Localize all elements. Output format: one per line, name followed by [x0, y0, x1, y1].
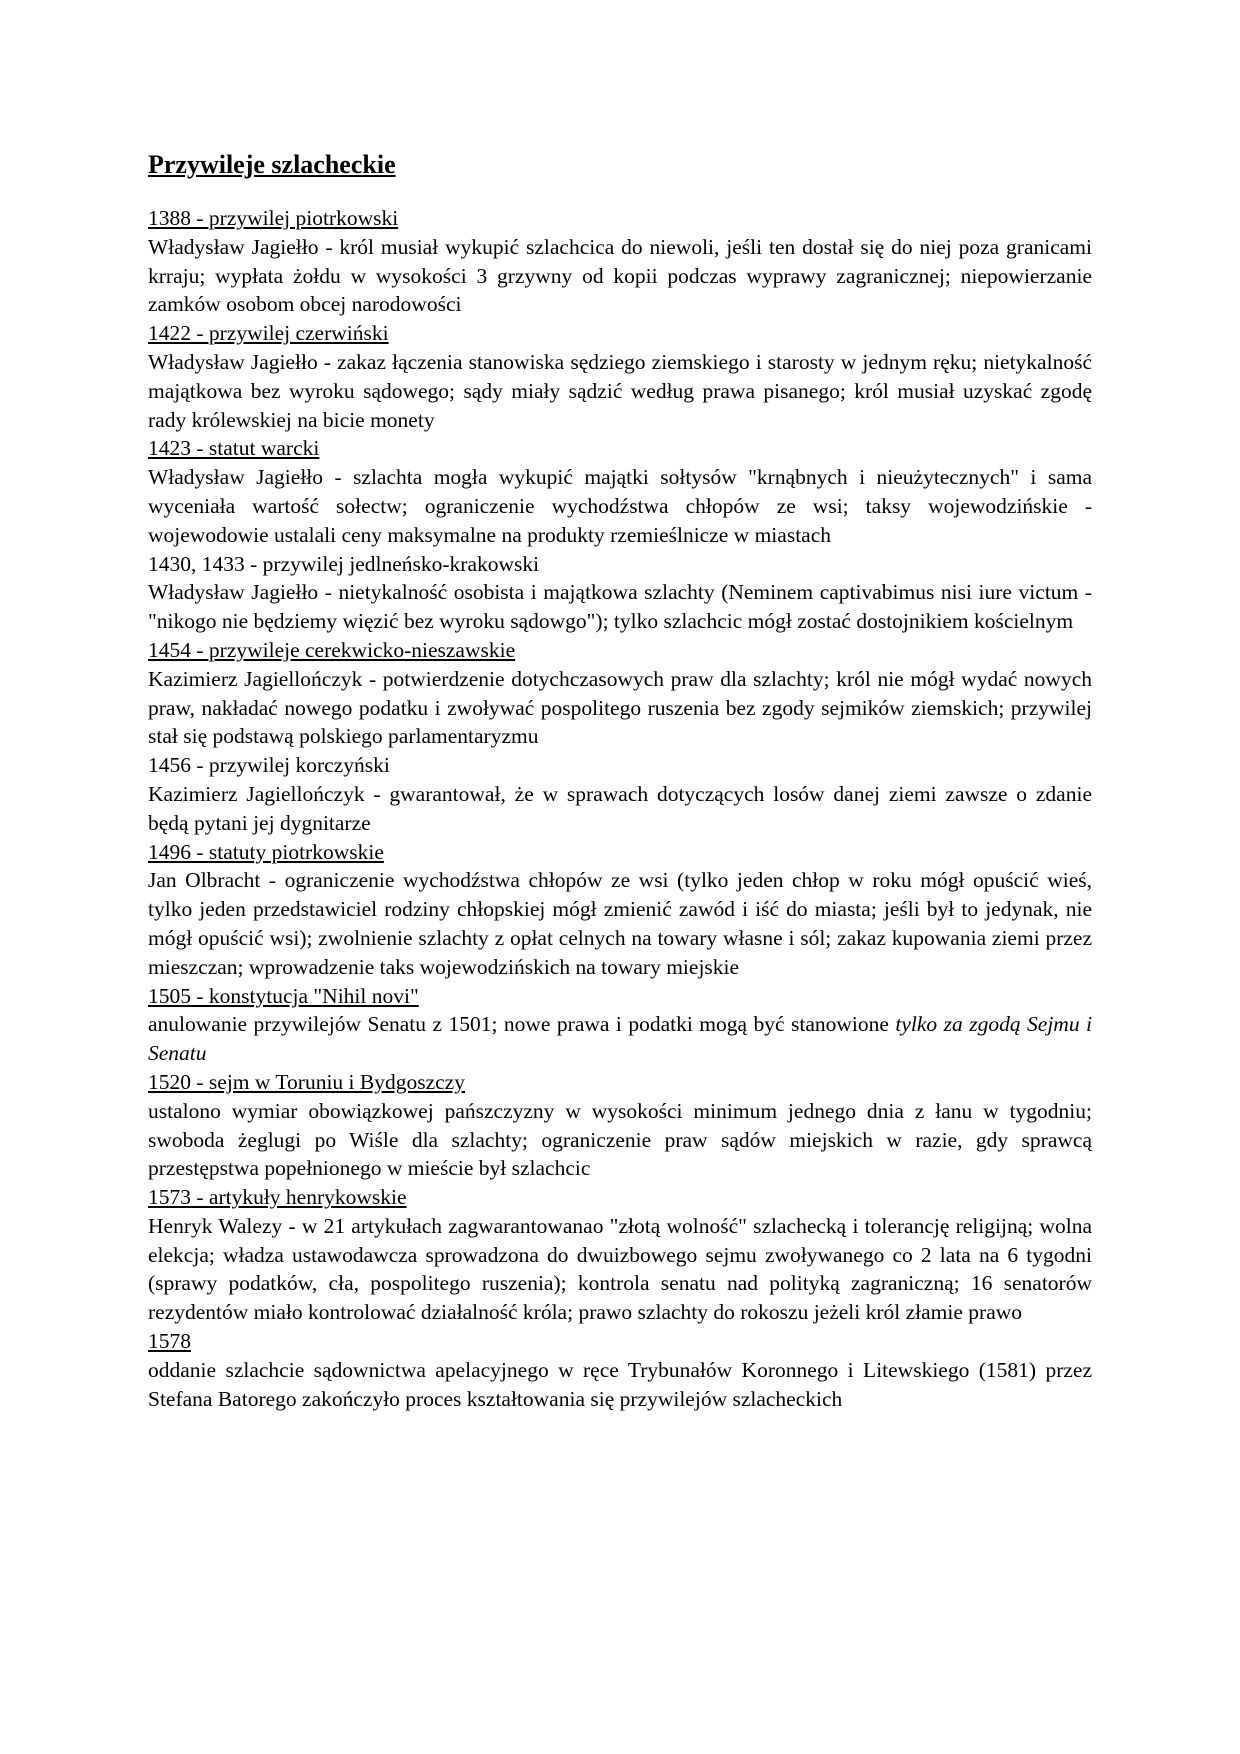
entry-heading: 1505 - konstytucja "Nihil novi" — [148, 983, 419, 1008]
entry-1456 — [148, 751, 1092, 837]
entry-1505 — [148, 982, 1092, 1068]
entry-body: Władysław Jagiełło - król musiał wykupić szlachcica do niewoli, jeśli ten dostał się do niej poza granicami krraju; wypłata żołdu w wysokości 3 grzywny od kopii podczas wyprawy zagranicznej; niepowierzanie zamków osobom obcej narodowości — [148, 234, 1092, 317]
entry-heading: 1388 - przywilej piotrkowski — [148, 206, 399, 230]
entry-heading: 1430, 1433 - przywilej jedlneńsko-krakowski — [148, 551, 540, 576]
entry-body: Władysław Jagiełło - szlachta mogła wykupić majątki sołtysów "krnąbnych i nieużytecznych" i sama wyceniała wartość sołectw; ograniczenie wychodźstwa chłopów ze wsi; taksy wojewodzińskie - wojewodowie ustalali ceny maksymalne na produkty rzemieślnicze w miastach — [148, 465, 1092, 547]
entry-heading: 1578 — [148, 1329, 191, 1354]
entry-body: Jan Olbracht - ograniczenie wychodźstwa chłopów ze wsi (tylko jeden chłop w roku mógł opuścić wieś, tylko jeden przedstawiciel rodziny chłopskiej mógł zmienić zawód i iść do miasta; jeśli był to jedynak, nie mógł opuścić wsi); zwolnienie szlachty z opłat celnych na towary własne i sól; zakaz kupowania ziemi przez mieszczan; wprowadzenie taks wojewodzińskich na towary miejskie — [148, 868, 1092, 979]
entry-1520 — [148, 1068, 1092, 1183]
entry-heading: 1456 - przywilej korczyński — [148, 753, 390, 778]
entry-body: ustalono wymiar obowiązkowej pańszczyzny w wysokości minimum jednego dnia z łanu w tygodniu; swoboda żeglugi po Wiśle dla szlachty; ograniczenie praw sądów miejskich w razie, gdy sprawcą przestępstwa popełnionego w mieście był szlachcic — [148, 1098, 1092, 1181]
entry-heading: 1454 - przywileje cerekwicko-nieszawskie — [148, 637, 516, 662]
entry-1423 — [148, 434, 1092, 549]
entry-body-text: anulowanie przywilejów Senatu z 1501; nowe prawa i podatki mogą być stanowione — [148, 1012, 889, 1037]
entry-1573 — [148, 1183, 1092, 1327]
entry-1422 — [148, 319, 1092, 434]
entry-1454 — [148, 636, 1092, 751]
entry-body — [148, 1010, 1092, 1068]
document-page — [148, 146, 1092, 1413]
entry-body-italic: tylko za zgodą Sejmu i Senatu — [148, 1012, 1092, 1066]
entry-body: oddanie szlachcie sądownictwa apelacyjnego w ręce Trybunałów Koronnego i Litewskiego (1581) przez Stefana Batorego zakończyło proces kształtowania się przywilejów szlacheckich — [148, 1357, 1092, 1411]
entry-body: Kazimierz Jagiellończyk - potwierdzenie dotychczasowych praw dla szlachty; król nie mógł wydać nowych praw, nakładać nowego podatku i zwoływać pospolitego ruszenia bez zgody sejmików ziemskich; przywilej stał się podstawą polskiego parlamentaryzmu — [148, 666, 1092, 749]
entry-body: Kazimierz Jagiellończyk - gwarantował, że w sprawach dotyczących losów danej ziemi zawsze o zdanie będą pytani jej dygnitarze — [148, 781, 1092, 835]
entry-body: Władysław Jagiełło - nietykalność osobista i majątkowa szlachty (Neminem captivabimus nisi iure victum - "nikogo nie będziemy więzić bez wyroku sądowgo"); tylko szlachcic mógł zostać dostojnikiem kościelnym — [148, 580, 1092, 634]
entry-body: Henryk Walezy - w 21 artykułach zagwarantowanao "złotą wolność" szlachecką i tolerancję religijną; wolna elekcja; władza ustawodawcza sprowadzona do dwuizbowego sejmu zwoływanego co 2 lata na 6 tygodni (sprawy podatków, cła, pospolitego ruszenia); kontrola senatu nad polityką zagraniczną; 16 senatorów rezydentów miało kontrolować działalność króla; prawo szlachty do rokoszu jeżeli król złamie prawo — [148, 1213, 1092, 1325]
entry-1388 — [148, 204, 1092, 319]
entry-heading: 1496 - statuty piotrkowskie — [148, 839, 384, 864]
entry-body: Władysław Jagiełło - zakaz łączenia stanowiska sędziego ziemskiego i starosty w jednym ręku; nietykalność majątkowa bez wyroku sądowego; sądy miały sądzić według prawa pisanego; król musiał uzyskać zgodę rady królewskiej na bicie monety — [148, 349, 1092, 432]
entry-heading: 1422 - przywilej czerwiński — [148, 321, 389, 346]
entry-heading: 1423 - statut warcki — [148, 436, 320, 461]
entry-heading: 1573 - artykuły henrykowskie — [148, 1185, 407, 1210]
entry-heading: 1520 - sejm w Toruniu i Bydgoszczy — [148, 1069, 465, 1094]
page-title: Przywileje szlacheckie — [148, 150, 396, 179]
entry-1578 — [148, 1327, 1092, 1413]
entry-1496 — [148, 838, 1092, 982]
entry-1430-1433 — [148, 550, 1092, 636]
